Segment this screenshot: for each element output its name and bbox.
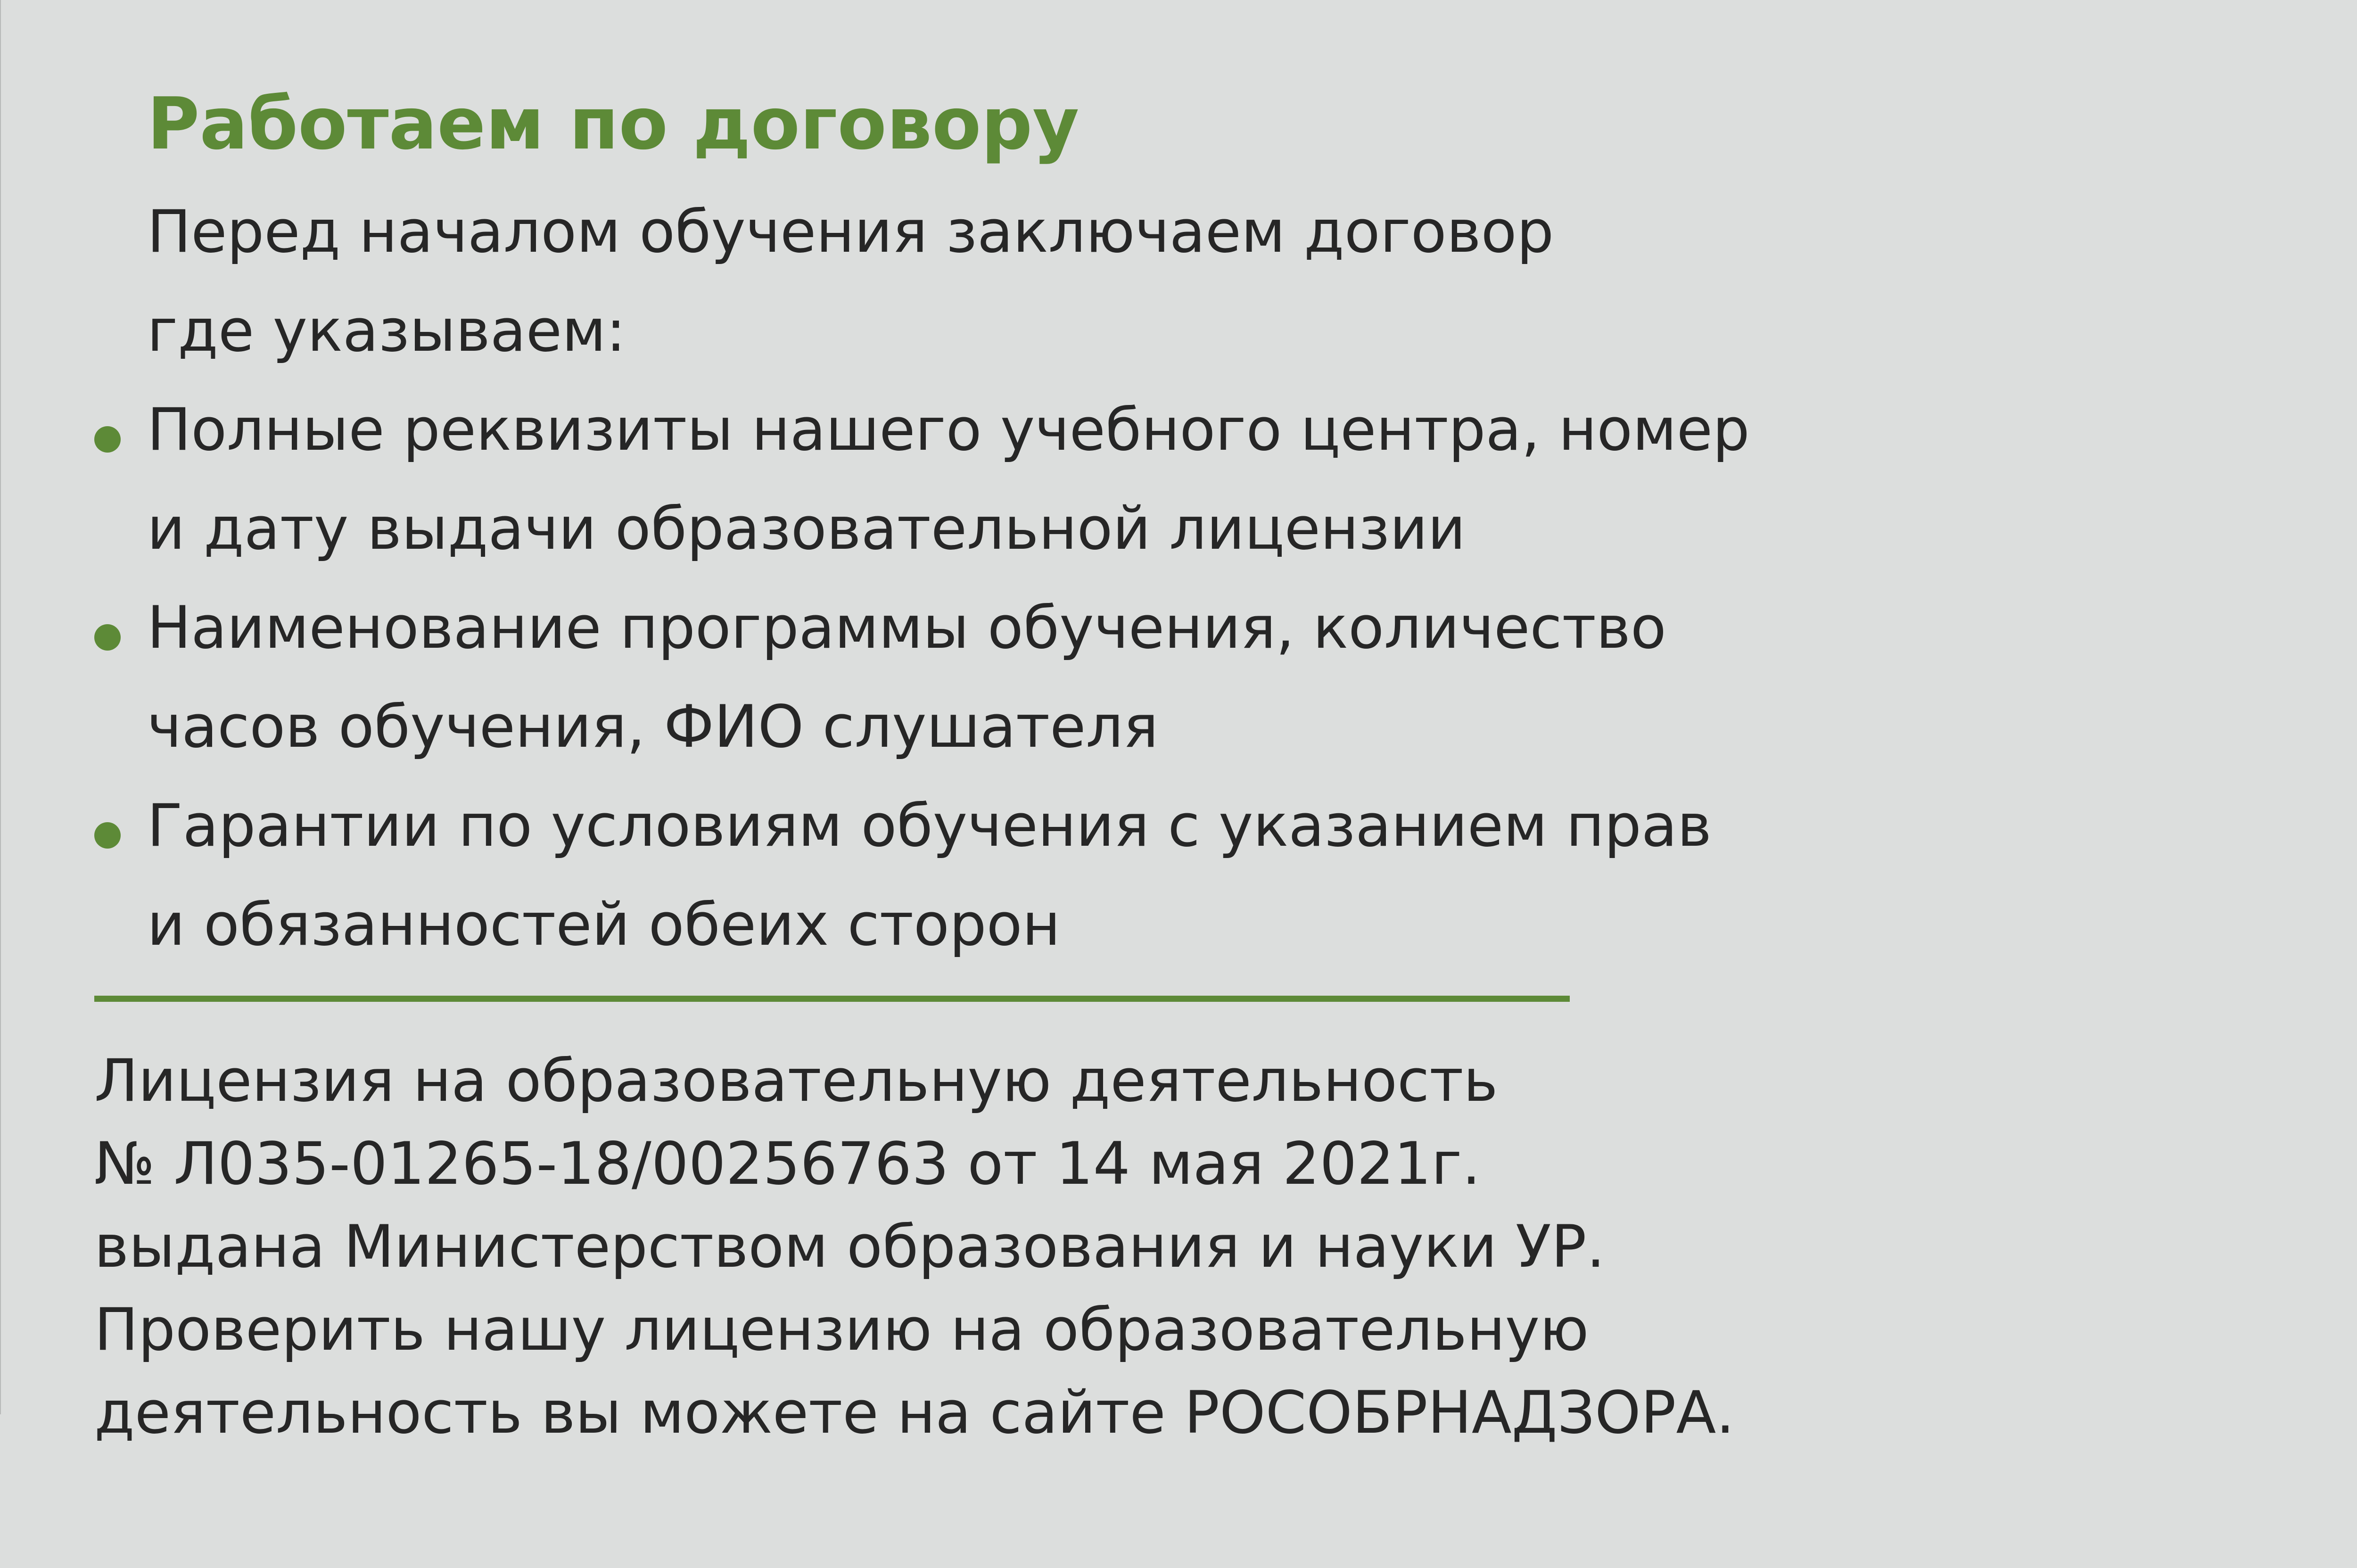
license-number-line: № Л035-01265-18/00256763 от 14 мая 2021г. [94,1130,1481,1198]
page-title: Работаем по договору [147,82,1080,165]
intro-line: Перед началом обучения заключаем договор [147,198,1554,266]
list-item-line: и дату выдачи образовательной лицензии [147,495,1466,563]
license-info-line: Проверить нашу лицензию на образовательную [94,1296,1589,1364]
list-item-line: Наименование программы обучения, количество [147,594,1666,662]
list-item-line: Гарантии по условиям обучения с указанием прав [147,792,1712,860]
license-info-line: Лицензия на образовательную деятельность [94,1047,1498,1115]
bullet-dot-icon [94,624,121,651]
list-item-line: Полные реквизиты нашего учебного центра, номер [147,396,1750,464]
section-divider [94,996,1570,1002]
list-item-line: часов обучения, ФИО слушателя [147,693,1159,761]
license-info-line: деятельность вы можете на сайте РОСОБРНАДЗОРА. [94,1379,1735,1447]
intro-line: где указываем: [147,297,626,365]
license-info-line: выдана Министерством образования и науки УР. [94,1213,1605,1281]
bullet-dot-icon [94,822,121,849]
bullet-dot-icon [94,426,121,453]
license-info [94,1040,1791,1454]
list-item-line: и обязанностей обеих сторон [147,891,1061,959]
